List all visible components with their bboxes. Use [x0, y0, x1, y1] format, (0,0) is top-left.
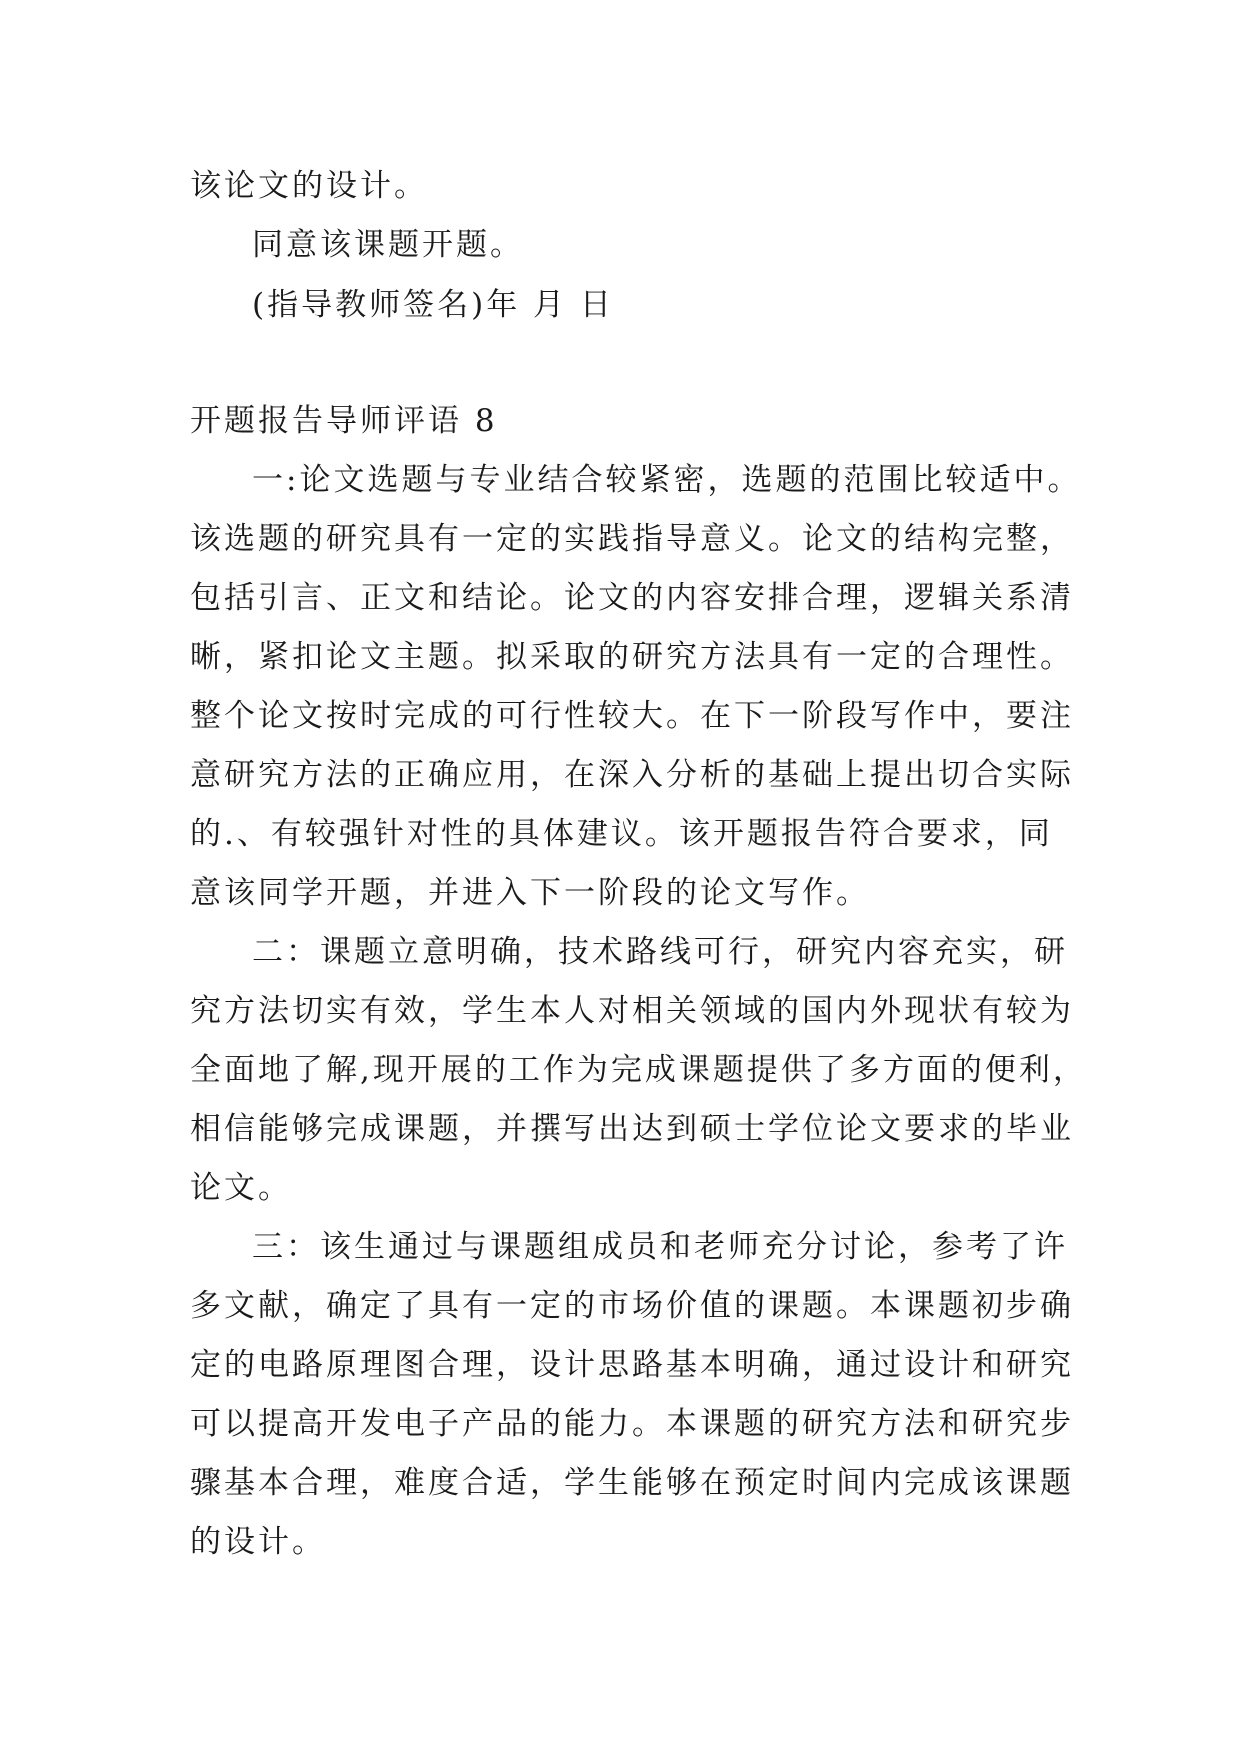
text-line: 一:论文选题与专业结合较紧密，选题的范围比较适中。: [252, 462, 1082, 498]
text-line: 三：该生通过与课题组成员和老师充分讨论，参考了许: [252, 1229, 1068, 1265]
text-line: 定的电路原理图合理，设计思路基本明确，通过设计和研究: [190, 1347, 1074, 1383]
text-line: 的.、有较强针对性的具体建议。该开题报告符合要求，同: [190, 816, 1053, 852]
text-line: 同意该课题开题。: [252, 227, 524, 263]
text-line: 意研究方法的正确应用，在深入分析的基础上提出切合实际: [190, 757, 1074, 793]
text-line: 该选题的研究具有一定的实践指导意义。论文的结构完整，: [190, 521, 1074, 557]
text-line: 全面地了解,现开展的工作为完成课题提供了多方面的便利，: [190, 1052, 1087, 1088]
section-heading: 开题报告导师评语 8: [190, 403, 498, 439]
text-line: 相信能够完成课题，并撰写出达到硕士学位论文要求的毕业: [190, 1111, 1074, 1147]
text-line: 二：课题立意明确，技术路线可行，研究内容充实，研: [252, 934, 1068, 970]
text-line: 可以提高开发电子产品的能力。本课题的研究方法和研究步: [190, 1406, 1074, 1442]
text-line: 究方法切实有效，学生本人对相关领域的国内外现状有较为: [190, 993, 1074, 1029]
text-line: 晰，紧扣论文主题。拟采取的研究方法具有一定的合理性。: [190, 639, 1074, 675]
text-line: 包括引言、正文和结论。论文的内容安排合理，逻辑关系清: [190, 580, 1074, 616]
signature-line: (指导教师签名)年 月 日: [252, 287, 614, 323]
text-line: 意该同学开题，并进入下一阶段的论文写作。: [190, 875, 870, 911]
text-line: 论文。: [190, 1170, 292, 1206]
text-line: 多文献，确定了具有一定的市场价值的课题。本课题初步确: [190, 1288, 1074, 1324]
text-line: 的设计。: [190, 1524, 326, 1560]
text-line: 骤基本合理，难度合适，学生能够在预定时间内完成该课题: [190, 1465, 1074, 1501]
text-line: 整个论文按时完成的可行性较大。在下一阶段写作中，要注: [190, 698, 1074, 734]
text-line: 该论文的设计。: [190, 168, 428, 204]
